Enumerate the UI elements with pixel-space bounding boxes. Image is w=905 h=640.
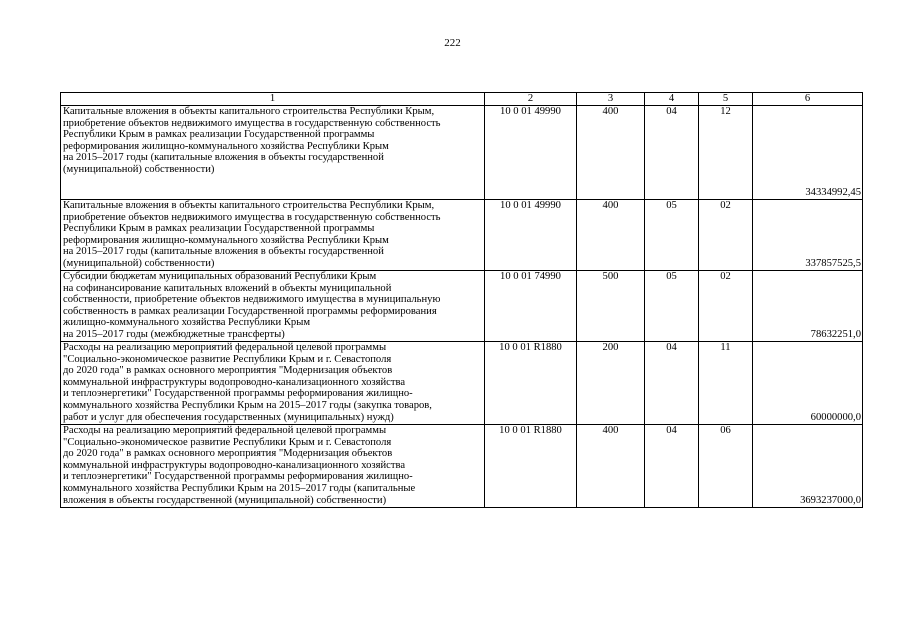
- column-header-1: 1: [61, 93, 485, 106]
- row-kvr: 500: [577, 271, 645, 342]
- table-body: [61, 106, 863, 508]
- row-pr: 12: [699, 106, 753, 200]
- column-header-4: 4: [645, 93, 699, 106]
- row-amount: 78632251,0: [753, 271, 863, 342]
- row-rz: 04: [645, 425, 699, 508]
- row-code: 10 0 01 49990: [485, 106, 577, 200]
- row-description: Расходы на реализацию мероприятий федеральной целевой программы "Социально-экономическое развитие Республики Крым и г. Севастополя до 2020 года" в рамках основного мероприятия "Модернизация объектов коммунальной инфраструктуры водопроводно-канализационного хозяйства и теплоэнергетики" Государственной программы реформирования жилищно- коммунального хозяйства Республики Крым на 2015–2017 годы (закупка товаров, работ и услуг для обеспечения государственных (муниципальных) нужд): [61, 342, 485, 425]
- column-number-row: [61, 93, 863, 106]
- column-header-5: 5: [699, 93, 753, 106]
- row-pr: 02: [699, 271, 753, 342]
- row-pr: 02: [699, 200, 753, 271]
- row-pr: 06: [699, 425, 753, 508]
- table-header: [61, 93, 863, 106]
- row-amount: 34334992,45: [753, 106, 863, 200]
- row-code: 10 0 01 R1880: [485, 342, 577, 425]
- table-row: [61, 106, 863, 200]
- column-header-3: 3: [577, 93, 645, 106]
- row-amount: 60000000,0: [753, 342, 863, 425]
- row-description: Капитальные вложения в объекты капитального строительства Республики Крым, приобретение объектов недвижимого имущества в государственную собственность Республики Крым в рамках реализации Государственной программы реформирования жилищно-коммунального хозяйства Республики Крым на 2015–2017 годы (капитальные вложения в объекты государственной (муниципальной) собственности): [61, 106, 485, 200]
- row-code: 10 0 01 74990: [485, 271, 577, 342]
- table-row: [61, 200, 863, 271]
- column-header-2: 2: [485, 93, 577, 106]
- row-code: 10 0 01 R1880: [485, 425, 577, 508]
- row-description: Субсидии бюджетам муниципальных образований Республики Крым на софинансирование капитальных вложений в объекты муниципальной собственности, приобретение объектов недвижимого имущества в муниципальную собственность в рамках реализации Государственной программы реформирования жилищно-коммунального хозяйства Республики Крым на 2015–2017 годы (межбюджетные трансферты): [61, 271, 485, 342]
- table-row: [61, 271, 863, 342]
- row-rz: 04: [645, 106, 699, 200]
- row-description: Расходы на реализацию мероприятий федеральной целевой программы "Социально-экономическое развитие Республики Крым и г. Севастополя до 2020 года" в рамках основного мероприятия "Модернизация объектов коммунальной инфраструктуры водопроводно-канализационного хозяйства и теплоэнергетики" Государственной программы реформирования жилищно- коммунального хозяйства Республики Крым на 2015–2017 годы (капитальные вложения в объекты государственной (муниципальной) собственности): [61, 425, 485, 508]
- table-row: [61, 342, 863, 425]
- row-rz: 05: [645, 200, 699, 271]
- row-kvr: 400: [577, 106, 645, 200]
- row-amount: 337857525,5: [753, 200, 863, 271]
- row-pr: 11: [699, 342, 753, 425]
- row-kvr: 400: [577, 425, 645, 508]
- budget-table: [60, 92, 863, 508]
- page-number: 222: [444, 37, 461, 49]
- row-code: 10 0 01 49990: [485, 200, 577, 271]
- column-header-6: 6: [753, 93, 863, 106]
- row-rz: 04: [645, 342, 699, 425]
- row-description: Капитальные вложения в объекты капитального строительства Республики Крым, приобретение объектов недвижимого имущества в государственную собственность Республики Крым в рамках реализации Государственной программы реформирования жилищно-коммунального хозяйства Республики Крым на 2015–2017 годы (капитальные вложения в объекты государственной (муниципальной) собственности): [61, 200, 485, 271]
- row-kvr: 200: [577, 342, 645, 425]
- row-kvr: 400: [577, 200, 645, 271]
- table-row: [61, 425, 863, 508]
- row-amount: 3693237000,0: [753, 425, 863, 508]
- row-rz: 05: [645, 271, 699, 342]
